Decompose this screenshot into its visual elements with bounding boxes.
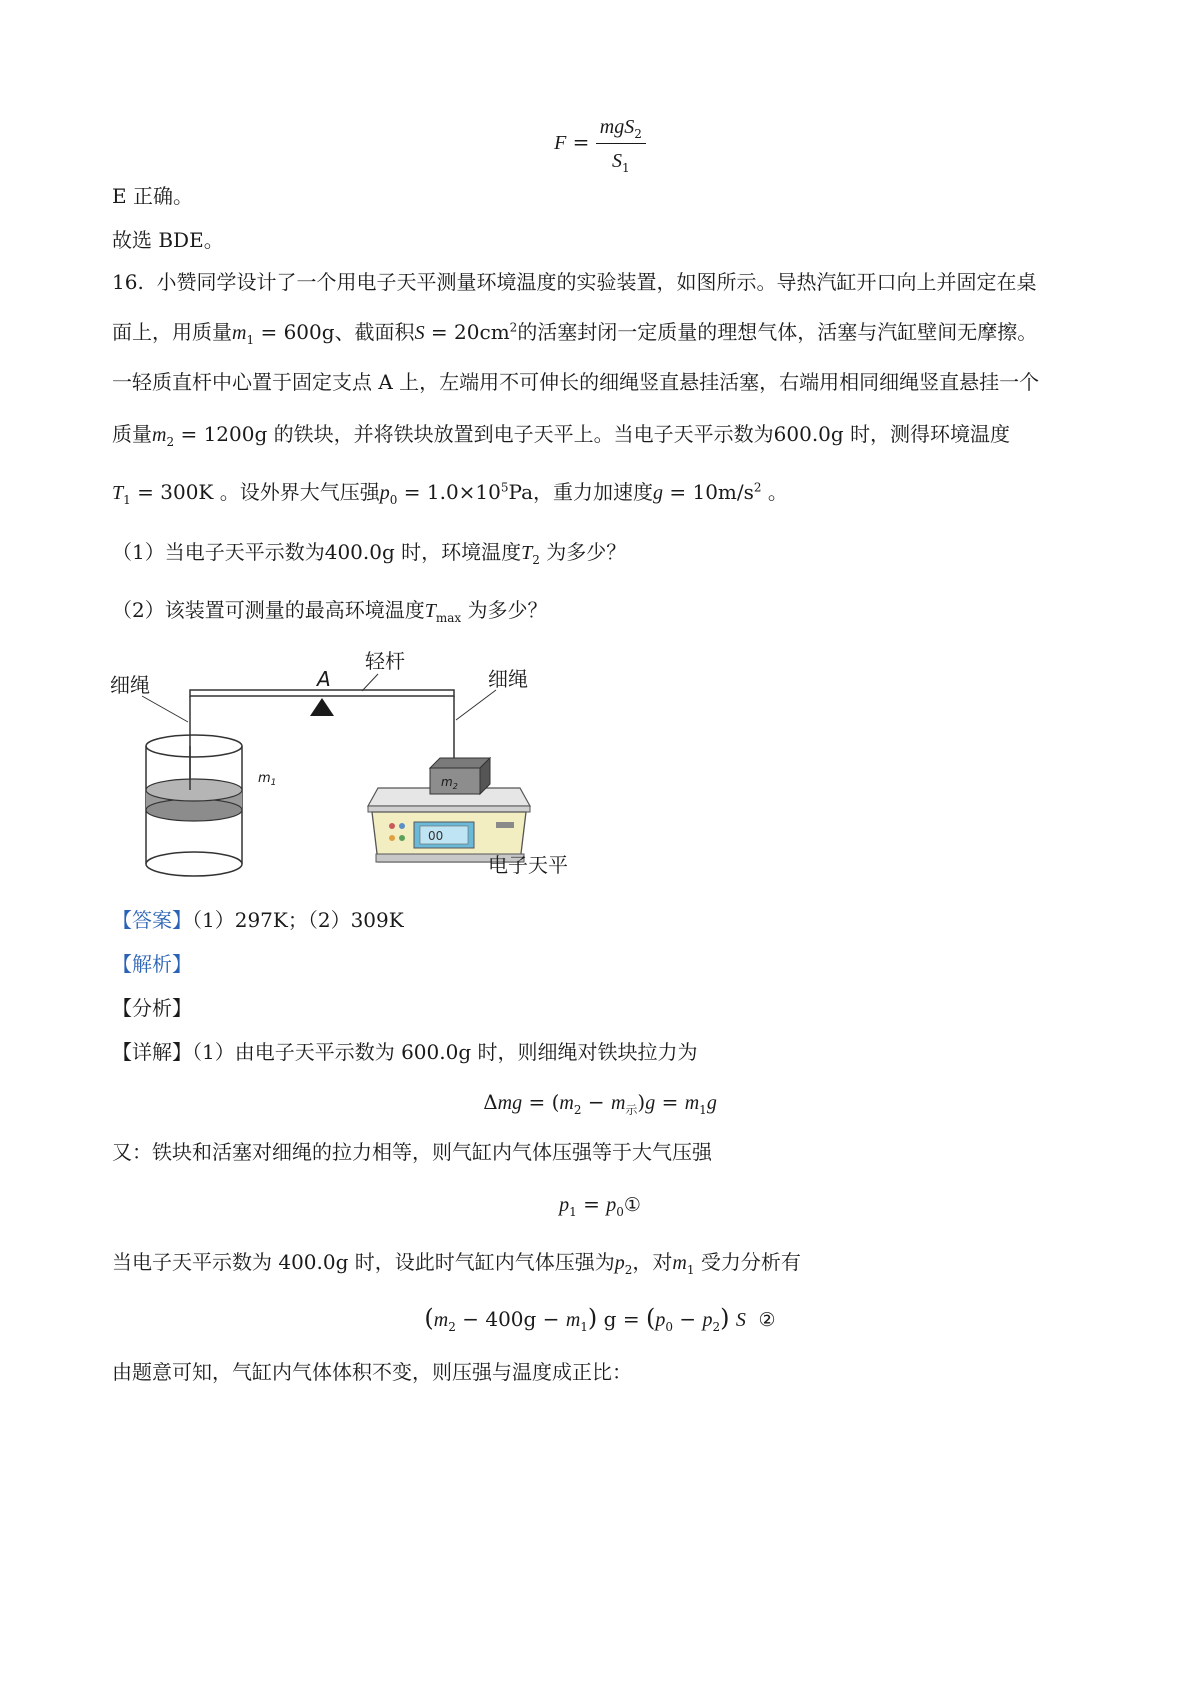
question-2: （2）该装置可测量的最高环境温度$T_{max}$ 为多少？	[112, 598, 548, 625]
line-choose: 故选 BDE。	[112, 228, 224, 252]
label-rope-left: 细绳	[110, 673, 150, 697]
leader-rope-left	[142, 696, 188, 722]
question-1: （1）当电子天平示数为400.0g 时，环境温度$T_2$ 为多少？	[112, 540, 627, 567]
formula-tension: $\Delta mg = (m_2 - m_示)g = m_1g$	[483, 1090, 717, 1117]
formula-force-balance: $(m_2 - 400g - m_1) g = (p_0 - p_2)$ S ②	[424, 1304, 776, 1334]
leader-rod	[362, 674, 378, 691]
detail-line-1: 【详解】（1）由电子天平示数为 600.0g 时，则细绳对铁块拉力为	[112, 1040, 698, 1064]
problem-line-4: 质量$m_2 = 1200g$ 的铁块，并将铁块放置到电子天平上。当电子天平示数为600.0g 时，测得环境温度	[112, 422, 1011, 449]
answer-line: 【答案】（1）297K；（2）309K	[112, 908, 404, 932]
problem-line-5: $T_1 = 300K$ 。设外界大气压强$p_0 = 1.0\times 10^5Pa$，重力加速度$g = 10m/s^2$ 。	[112, 480, 788, 507]
problem-line-1: 16. 小赞同学设计了一个用电子天平测量环境温度的实验装置，如图所示。导热汽缸开口向上并固定在桌	[112, 270, 1037, 294]
problem-line-3: 一轻质直杆中心置于固定支点 A 上，左端用不可伸长的细绳竖直悬挂活塞，右端用相同细绳竖直悬挂一个	[112, 370, 1040, 394]
label-m1: $m_1$	[258, 771, 277, 788]
label-pivot-a: A	[317, 667, 331, 691]
detail-line-2: 又：铁块和活塞对细绳的拉力相等，则气缸内气体压强等于大气压强	[112, 1140, 712, 1164]
label-m2: $m_2$	[441, 775, 458, 791]
problem-line-2: 面上，用质量$m_1 = 600g$、截面积$S = 20cm^2$的活塞封闭一定质量的理想气体，活塞与汽缸壁间无摩擦。	[112, 320, 1038, 347]
line-e-correct: E 正确。	[112, 184, 193, 208]
label-rope-right: 细绳	[488, 667, 528, 691]
label-balance: 电子天平	[488, 853, 568, 877]
formula-force: F = $\frac{mgS_2}{S_1}$	[0, 112, 1200, 175]
gas-cylinder	[146, 735, 242, 876]
leader-rope-right	[456, 690, 496, 720]
pivot-support	[310, 698, 334, 716]
detail-line-3: 当电子天平示数为 400.0g 时，设此时气缸内气体压强为$p_2$，对$m_1$ 受力分析有	[112, 1250, 801, 1277]
display-value: 00	[428, 829, 444, 843]
formula-pressure-1: $p_1$ = $p_0①$	[559, 1192, 641, 1219]
jiexi-heading: 【解析】	[112, 952, 192, 976]
fenxi-heading: 【分析】	[112, 996, 192, 1020]
apparatus-figure	[100, 640, 620, 900]
iron-block	[430, 758, 490, 794]
fraction: $\frac{mgS_2}{S_1}$	[596, 112, 646, 175]
detail-line-4: 由题意可知，气缸内气体体积不变，则压强与温度成正比：	[112, 1360, 632, 1384]
electronic-balance	[368, 788, 530, 862]
label-rod: 轻杆	[365, 649, 405, 673]
